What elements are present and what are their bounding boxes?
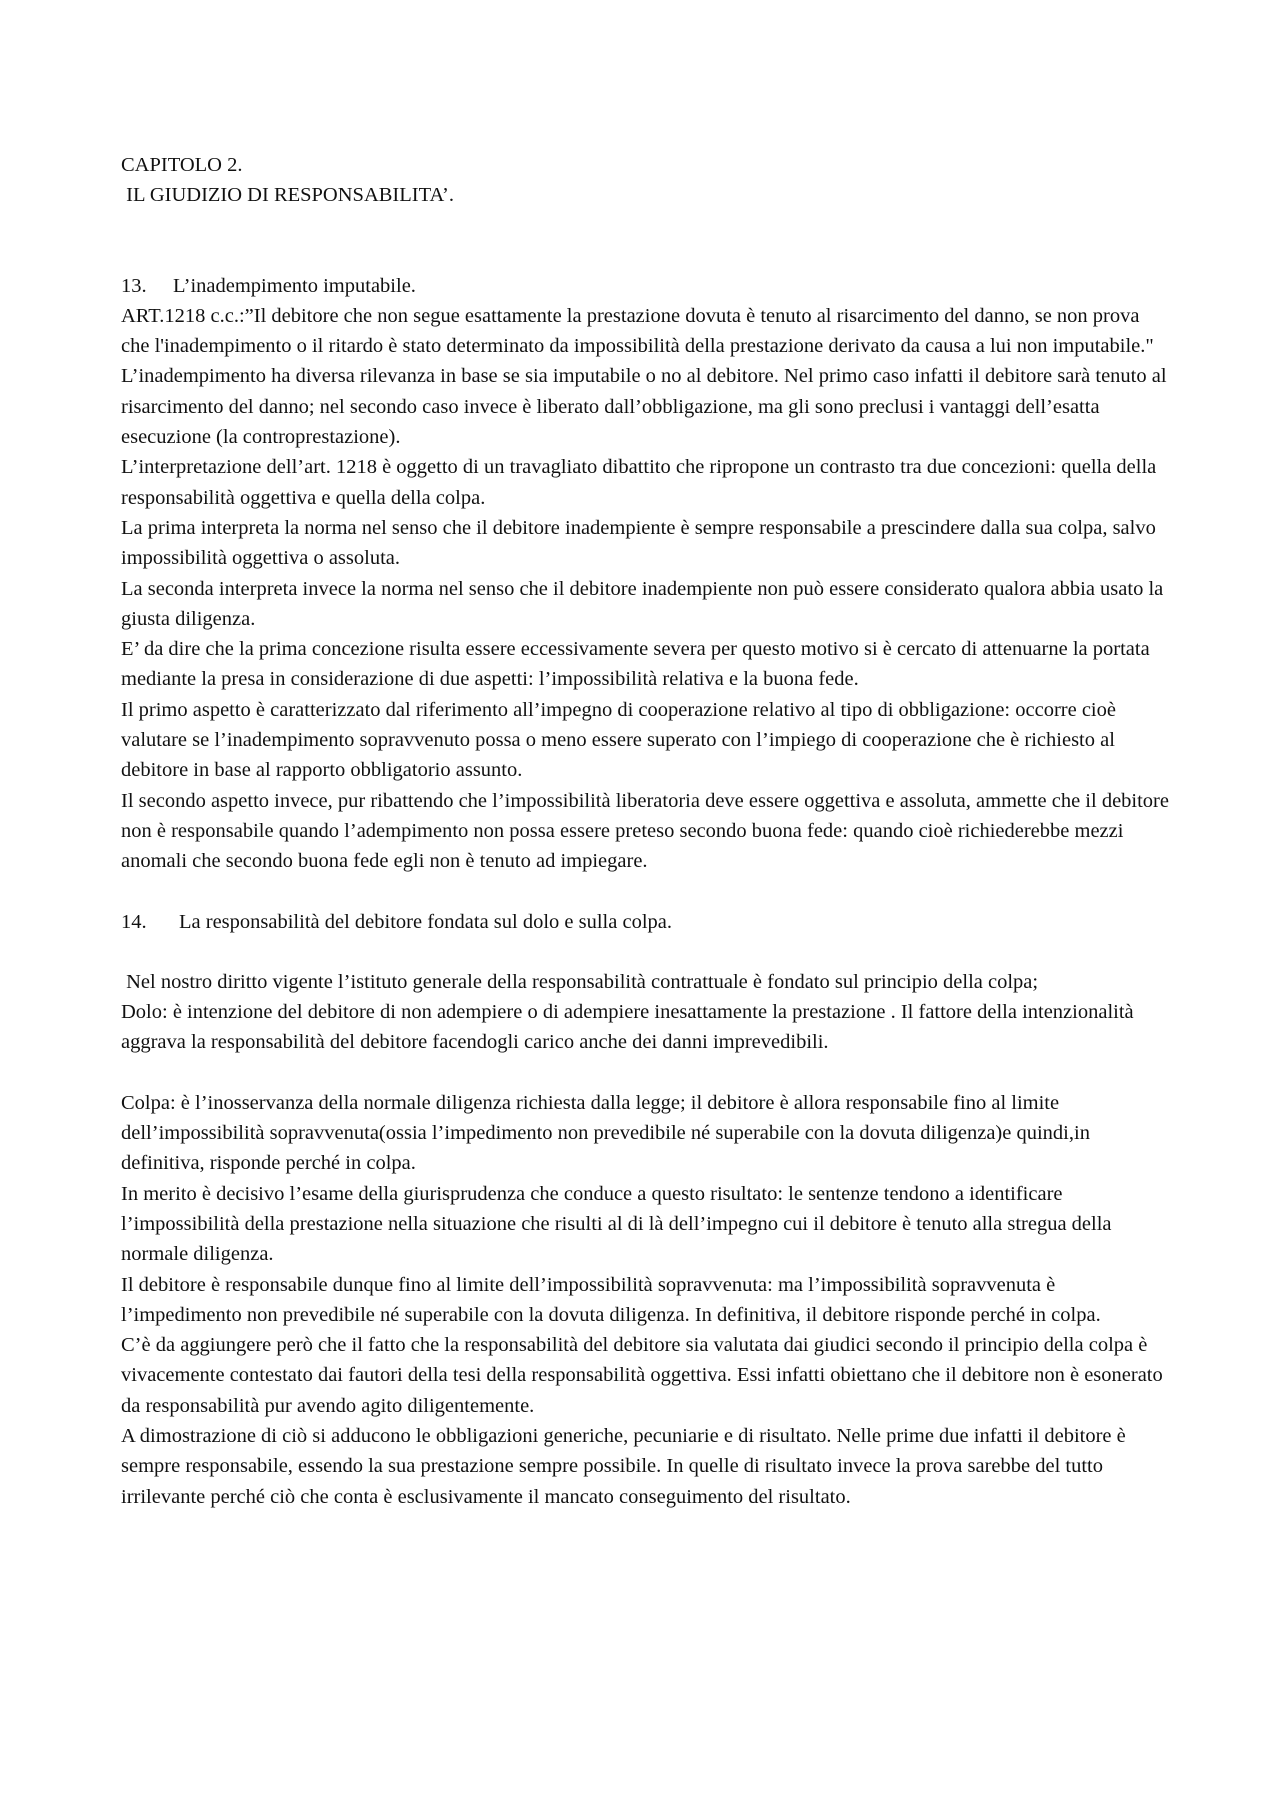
paragraph-dolo: Dolo: è intenzione del debitore di non adempiere o di adempiere inesattamente la prestazione . Il fattore della intenzionalità aggrava la responsabilità del debitore facendogli carico anche dei danni imprevedibili. <box>121 1001 1139 1054</box>
paragraph-colpa: Colpa: è l’inosservanza della normale diligenza richiesta dalla legge; il debitore è allora responsabile fino al limite dell’impossibilità sopravvenuta(ossia l’impedimento non prevedibile né superabile con la dovuta diligenza)e quindi,in definitiva, risponde perché in colpa. <box>121 1091 1096 1175</box>
spacer <box>121 937 1173 967</box>
paragraph-interpretazione: L’interpretazione dell’art. 1218 è oggetto di un travagliato dibattito che ripropone un contrasto tra due concezioni: quella della responsabilità oggettiva e quella della colpa. <box>121 456 1162 509</box>
spacer <box>121 877 1173 907</box>
paragraph-primo-aspetto: Il primo aspetto è caratterizzato dal riferimento all’impegno di cooperazione relativo al tipo di obbligazione: occorre cioè valutare se l’inadempimento sopravvenuto possa o meno essere superato con l’impiego di cooperazione che è richiesto al debitore in base al rapporto obbligatorio assunto. <box>121 698 1122 782</box>
section-13-heading <box>121 271 1173 301</box>
section-14-heading <box>121 907 1173 937</box>
chapter-title: IL GIUDIZIO DI RESPONSABILITA’. <box>121 184 454 207</box>
paragraph-art-1218: ART.1218 c.c.:”Il debitore che non segue esattamente la prestazione dovuta è tenuto al risarcimento del danno, se non prova che l'inadempimento o il ritardo è stato determinato da impossibilità della prestazione derivato da causa a lui non imputabile." <box>121 304 1154 358</box>
spacer <box>121 211 1173 271</box>
paragraph-secondo-aspetto: Il secondo aspetto invece, pur ribattendo che l’impossibilità liberatoria deve essere oggettiva e assoluta, ammette che il debitore non è responsabile quando l’adempimento non possa essere preteso secondo buona fede: quando cioè richiederebbe mezzi anomali che secondo buona fede egli non è tenuto ad impiegare. <box>121 789 1175 873</box>
section-13-title: L’inadempimento imputabile. <box>173 274 416 297</box>
paragraph-intro: Nel nostro diritto vigente l’istituto generale della responsabilità contrattuale è fondato sul principio della colpa; <box>121 970 1039 993</box>
section-14-number: 14. <box>121 910 147 933</box>
chapter-label: CAPITOLO 2. <box>121 154 243 176</box>
document-page <box>121 150 1173 1512</box>
paragraph-contestazione: C’è da aggiungere però che il fatto che la responsabilità del debitore sia valutata dai giudici secondo il principio della colpa è vivacemente contestato dai fautori della tesi della responsabilità oggettiva. Essi infatti obiettano che il debitore non è esonerato da responsabilità pur avendo agito diligentemente. <box>121 1334 1168 1417</box>
paragraph-seconda-concezione: La seconda interpreta invece la norma nel senso che il debitore inadempiente non può essere considerato qualora abbia usato la giusta diligenza. <box>121 577 1169 630</box>
paragraph-impossibilita: Il debitore è responsabile dunque fino al limite dell’impossibilità sopravvenuta: ma l’impossibilità sopravvenuta è l’impedimento non prevedibile né superabile con la dovuta diligenza. In definitiva, il debitore risponde perché in colpa. <box>121 1273 1101 1326</box>
paragraph-dimostrazione: A dimostrazione di ciò si adducono le obbligazioni generiche, pecuniarie e di risultato. Nelle prime due infatti il debitore è sempre responsabile, essendo la sua prestazione sempre possibile. In quelle di risultato invece la prova sarebbe del tutto irrilevante perché ciò che conta è esclusivamente il mancato conseguimento del risultato. <box>121 1424 1131 1508</box>
section-14-title: La responsabilità del debitore fondata sul dolo e sulla colpa. <box>179 910 672 933</box>
section-13-number: 13. <box>121 274 147 297</box>
paragraph-prima-concezione: La prima interpreta la norma nel senso che il debitore inadempiente è sempre responsabile a prescindere dalla sua colpa, salvo impossibilità oggettiva o assoluta. <box>121 516 1161 570</box>
paragraph-attenuazione: E’ da dire che la prima concezione risulta essere eccessivamente severa per questo motivo si è cercato di attenuarne la portata mediante la presa in considerazione di due aspetti: l’impossibilità relativa e la buona fede. <box>121 638 1155 691</box>
paragraph-giurisprudenza: In merito è decisivo l’esame della giurisprudenza che conduce a questo risultato: le sentenze tendono a identificare l’impossibilità della prestazione nella situazione che risulti al di là dell’impegno cui il debitore è tenuto alla stregua della normale diligenza. <box>121 1182 1117 1266</box>
spacer <box>121 1058 1173 1088</box>
paragraph-inadempimento: L’inadempimento ha diversa rilevanza in base se sia imputabile o no al debitore. Nel primo caso infatti il debitore sarà tenuto al risarcimento del danno; nel secondo caso invece è liberato dall’obbligazione, ma gli sono preclusi i vantaggi dell’esatta esecuzione (la controprestazione). <box>121 365 1172 449</box>
